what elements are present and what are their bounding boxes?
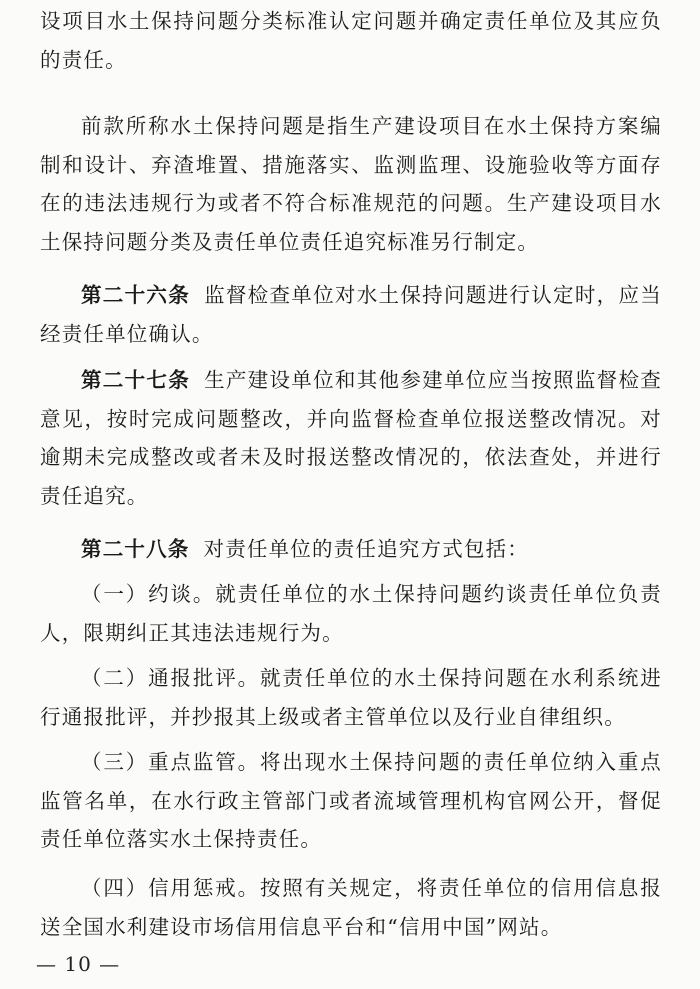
item-circular-criticism: （二）通报批评。就责任单位的水土保持问题在水利系统进行通报批评，并抄报其上级或者主管单位以及行业自律组织。 (40, 666, 662, 729)
article-27: 第二十七条 生产建设单位和其他参建单位应当按照监督检查意见，按时完成问题整改，并向监督检查单位报送整改情况。对逾期未完成整改或者未及时报送整改情况的，依法查处，并进行责任追究。 (40, 368, 662, 508)
article-28-heading: 第二十八条 (81, 537, 190, 561)
item-key-supervision: （三）重点监管。将出现水土保持问题的责任单位纳入重点监管名单，在水行政主管部门或者流域管理机构官网公开，督促责任单位落实水土保持责任。 (40, 750, 662, 851)
paragraph-definition: 前款所称水土保持问题是指生产建设项目在水土保持方案编制和设计、弃渣堆置、措施落实、监测监理、设施验收等方面存在的违法违规行为或者不符合标准规范的问题。生产建设项目水土保持问题分类及责任单位责任追究标准另行制定。 (40, 114, 662, 254)
article-26: 第二十六条 监督检查单位对水土保持问题进行认定时，应当经责任单位确认。 (40, 283, 662, 346)
paragraph-continuation: 设项目水土保持问题分类标准认定问题并确定责任单位及其应负的责任。 (40, 9, 662, 72)
article-26-heading: 第二十六条 (81, 283, 191, 307)
item-interview: （一）约谈。就责任单位的水土保持问题约谈责任单位负责人，限期纠正其违法违规行为。 (40, 582, 662, 645)
article-27-heading: 第二十七条 (81, 368, 191, 392)
article-28: 第二十八条 对责任单位的责任追究方式包括： (81, 537, 529, 561)
page-number: — 10 — (36, 952, 121, 976)
item-credit-punishment: （四）信用惩戒。按照有关规定，将责任单位的信用信息报送全国水利建设市场信用信息平台和“信用中国”网站。 (40, 876, 662, 939)
